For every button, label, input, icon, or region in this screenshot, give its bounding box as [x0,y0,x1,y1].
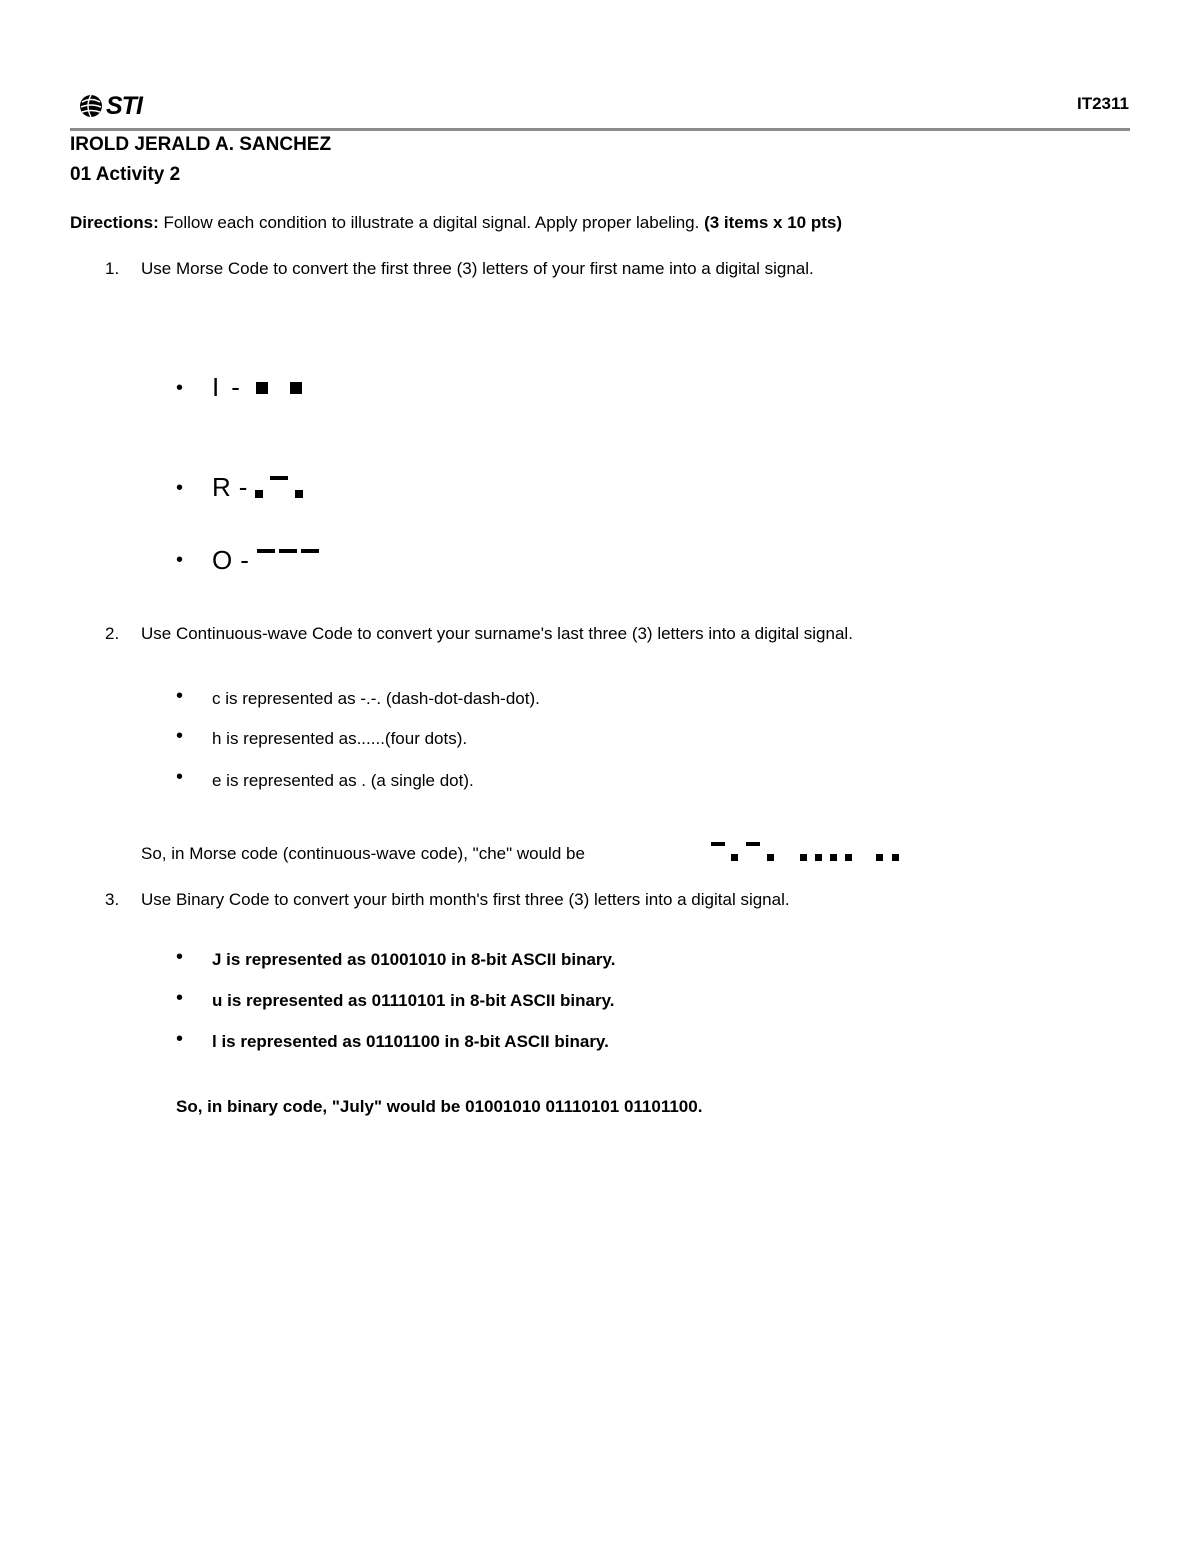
che-morse-signal [711,842,911,864]
sti-logo [78,91,142,121]
q2-item: c is represented as -.-. (dash-dot-dash-dot). [212,689,540,708]
directions-text: Follow each condition to illustrate a digital signal. Apply proper labeling. [158,213,705,232]
bullet-icon: • [176,725,184,747]
morse-dot [767,854,774,861]
morse-dash [270,476,288,480]
directions-label: Directions: [70,213,159,232]
bullet-icon: • [176,1028,184,1050]
morse-dash [257,549,275,553]
morse-letter: R [212,472,231,502]
course-code: IT2311 [1077,94,1129,113]
activity-title: 01 Activity 2 [70,164,181,185]
directions-points: (3 items x 10 pts) [704,213,843,232]
q3-text: Use Binary Code to convert your birth month's first three (3) letters into a digital signal. [141,890,790,909]
morse-item-i [212,374,302,400]
morse-dash [746,842,760,846]
morse-item-o [212,547,319,573]
bullet-icon: • [176,377,184,399]
morse-dash [711,842,725,846]
header-divider [70,128,1130,131]
morse-dot [800,854,807,861]
q1-number: 1. [105,259,120,278]
bullet-icon: • [176,946,184,968]
logo-text: STI [106,91,142,120]
globe-icon [78,93,104,119]
morse-dot [830,854,837,861]
morse-dash [279,549,297,553]
student-name: IROLD JERALD A. SANCHEZ [70,134,332,155]
morse-separator: - [240,545,249,575]
bullet-icon: • [176,549,184,571]
morse-item-r [212,474,303,500]
q2-item: h is represented as......(four dots). [212,729,468,748]
morse-letter: O [212,545,233,575]
q1-text: Use Morse Code to convert the first three (3) letters of your first name into a digital signal. [141,259,814,278]
q2-number: 2. [105,624,120,643]
q3-number: 3. [105,890,120,909]
q3-item: u is represented as 01110101 in 8-bit ASCII binary. [212,991,615,1010]
morse-dash [301,549,319,553]
q2-text: Use Continuous-wave Code to convert your surname's last three (3) letters into a digital signal. [141,624,853,643]
q2-conclusion: So, in Morse code (continuous-wave code), "che" would be [141,844,585,863]
morse-dot [295,490,303,498]
morse-dot [876,854,883,861]
morse-separator: - [231,372,240,402]
morse-dot [845,854,852,861]
morse-dot [256,382,268,394]
morse-dot [731,854,738,861]
morse-dot [290,382,302,394]
q2-item: e is represented as . (a single dot). [212,771,474,790]
bullet-icon: • [176,766,184,788]
morse-dot [815,854,822,861]
directions [70,213,842,233]
q3-item: J is represented as 01001010 in 8-bit ASCII binary. [212,950,616,969]
bullet-icon: • [176,987,184,1009]
morse-separator: - [238,472,248,502]
q3-conclusion: So, in binary code, "July" would be 01001010 01110101 01101100. [176,1097,703,1116]
bullet-icon: • [176,477,184,499]
bullet-icon: • [176,685,184,707]
morse-dot [255,490,263,498]
morse-letter: I [212,372,220,402]
morse-dot [892,854,899,861]
q3-item: l is represented as 01101100 in 8-bit ASCII binary. [212,1032,609,1051]
